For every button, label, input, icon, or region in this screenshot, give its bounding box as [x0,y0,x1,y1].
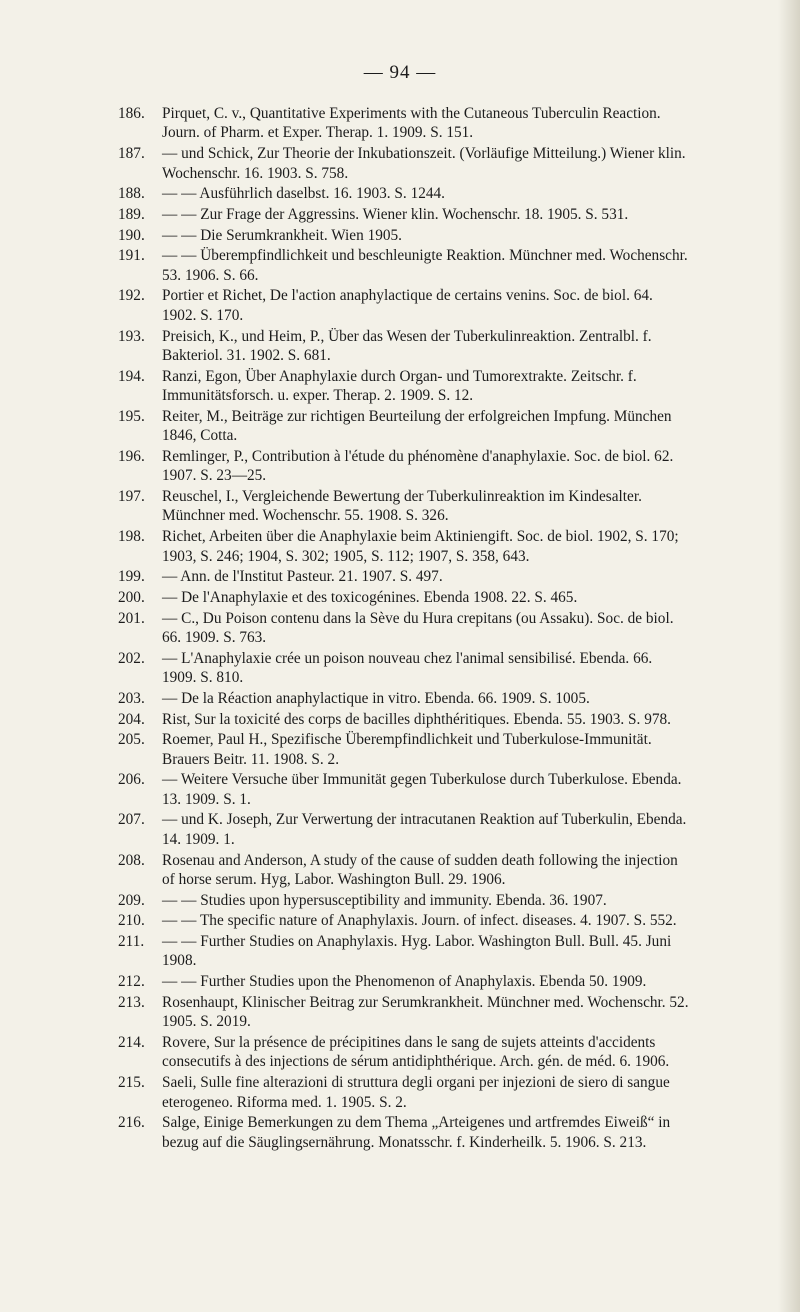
reference-number: 203. [118,689,145,707]
reference-item [118,891,690,910]
reference-number: 198. [118,528,145,546]
reference-number: 209. [118,891,145,909]
reference-item [118,710,690,729]
reference-item [118,730,690,769]
reference-text: Salge, Einige Bemerkungen zu dem Thema „Arteigenes und artfremdes Eiweiß“ in bezug auf die Säuglingsernährung. Monatsschr. f. Kinderheilk. 5. 1906. S. 213. [162,1114,671,1151]
reference-number: 194. [118,367,145,385]
reference-text: Ranzi, Egon, Über Anaphylaxie durch Organ- und Tumorextrakte. Zeitschr. f. Immunitätsforsch. u. exper. Therap. 2. 1909. S. 12. [162,367,637,405]
reference-item [118,327,690,366]
reference-text: — — The specific nature of Anaphylaxis. Journ. of infect. diseases. 4. 1907. S. 552. [162,912,677,930]
reference-item [118,104,690,143]
reference-text: — C., Du Poison contenu dans la Sève du Hura crepitans (ou Assaku). Soc. de biol. 66. 1909. S. 763. [162,609,674,647]
reference-number: 196. [118,447,145,465]
reference-text: — De l'Anaphylaxie et des toxicogénines. Ebenda 1908. 22. S. 465. [162,588,578,606]
reference-text: Pirquet, C. v., Quantitative Experiments with the Cutaneous Tuberculin Reaction. Journ. of Pharm. et Exper. Therap. 1. 1909. S. 151. [162,105,661,142]
reference-item [118,609,690,648]
reference-item [118,911,690,930]
reference-number: 188. [118,185,145,203]
reference-item [118,367,690,406]
reference-number: 191. [118,247,145,265]
reference-item [118,407,690,446]
reference-number: 211. [118,933,145,951]
reference-number: 186. [118,105,145,122]
reference-item [118,487,690,526]
reference-item [118,770,690,809]
reference-text: — — Die Serumkrankheit. Wien 1905. [162,226,402,244]
reference-text: Rosenhaupt, Klinischer Beitrag zur Serumkrankheit. Münchner med. Wochenschr. 52. 1905. S. 2019. [162,993,689,1031]
reference-text: Rist, Sur la toxicité des corps de bacilles diphthéritiques. Ebenda. 55. 1903. S. 978. [162,710,671,728]
reference-item [118,851,690,890]
reference-item [118,972,690,991]
reference-number: 192. [118,287,145,305]
reference-number: 214. [118,1034,145,1051]
reference-number: 189. [118,205,145,223]
reference-text: — L'Anaphylaxie crée un poison nouveau chez l'animal sensibilisé. Ebenda. 66. 1909. S. 810. [162,649,653,687]
reference-item [118,527,690,566]
reference-item [118,226,690,245]
reference-item [118,246,690,285]
reference-text: Roemer, Paul H., Spezifische Überempfindlichkeit und Tuberkulose-Immunität. Brauers Beitr. 11. 1908. S. 2. [162,731,652,768]
reference-text: — und Schick, Zur Theorie der Inkubationszeit. (Vorläufige Mitteilung.) Wiener klin. Wochenschr. 16. 1903. S. 758. [162,145,686,182]
reference-number: 201. [118,609,145,627]
reference-item [118,184,690,203]
reference-number: 202. [118,649,145,667]
reference-number: 210. [118,912,145,930]
reference-number: 208. [118,851,145,869]
reference-text: Richet, Arbeiten über die Anaphylaxie beim Aktiniengift. Soc. de biol. 1902, S. 170; 1903, S. 246; 1904, S. 302; 1905, S. 112; 1907, S. 358, 643. [162,528,679,565]
reference-item [118,447,690,486]
reference-item [118,1073,690,1112]
reference-list [118,104,690,1153]
reference-item [118,810,690,849]
reference-item [118,286,690,325]
reference-item [118,1033,690,1072]
reference-number: 190. [118,226,145,244]
reference-item [118,1113,690,1152]
reference-number: 212. [118,973,145,991]
reference-number: 206. [118,771,145,789]
reference-number: 205. [118,731,145,749]
reference-text: Rovere, Sur la présence de précipitines dans le sang de sujets atteints d'accidents consecutifs à des injections de sérum antidiphthérique. Arch. gén. de méd. 6. 1906. [162,1034,670,1071]
reference-number: 197. [118,487,145,505]
reference-item [118,649,690,688]
reference-text: Rosenau and Anderson, A study of the cause of sudden death following the injection of horse serum. Hyg, Labor. Washington Bull. 29. 1906. [162,851,678,888]
reference-text: Saeli, Sulle fine alterazioni di struttura degli organi per injezioni de siero di sangue eterogeneo. Riforma med. 1. 1905. S. 2. [162,1074,670,1111]
reference-text: — Weitere Versuche über Immunität gegen Tuberkulose durch Tuberkulose. Ebenda. 13. 1909. S. 1. [162,771,682,808]
reference-text: — — Studies upon hypersusceptibility and immunity. Ebenda. 36. 1907. [162,891,607,909]
reference-number: 213. [118,993,145,1011]
reference-text: — — Zur Frage der Aggressins. Wiener klin. Wochenschr. 18. 1905. S. 531. [162,205,629,223]
reference-item [118,205,690,224]
reference-number: 216. [118,1114,145,1132]
reference-text: — Ann. de l'Institut Pasteur. 21. 1907. S. 497. [162,568,443,586]
reference-item [118,144,690,183]
reference-item [118,588,690,607]
reference-number: 195. [118,407,145,425]
reference-item [118,567,690,586]
reference-number: 199. [118,568,145,586]
reference-item [118,689,690,708]
reference-number: 187. [118,145,145,163]
reference-item [118,993,690,1032]
page-number: — 94 — [363,62,437,83]
reference-text: Remlinger, P., Contribution à l'étude du phénomène d'anaphylaxie. Soc. de biol. 62. 1907. S. 23—25. [162,447,674,485]
page-edge-shadow [778,0,800,1312]
reference-number: 200. [118,588,145,606]
reference-text: Preisich, K., und Heim, P., Über das Wesen der Tuberkulinreaktion. Zentralbl. f. Bakteriol. 31. 1902. S. 681. [162,327,652,364]
reference-text: — und K. Joseph, Zur Verwertung der intracutanen Reaktion auf Tuberkulin, Ebenda. 14. 1909. 1. [162,811,687,848]
reference-number: 204. [118,710,145,728]
reference-number: 193. [118,327,145,345]
reference-number: 215. [118,1074,145,1092]
reference-text: Portier et Richet, De l'action anaphylactique de certains venins. Soc. de biol. 64. 1902. S. 170. [162,287,653,324]
reference-item [118,932,690,971]
reference-text: Reuschel, I., Vergleichende Bewertung der Tuberkulinreaktion im Kindesalter. Münchner med. Wochenschr. 55. 1908. S. 326. [162,487,642,525]
reference-text: — — Überempfindlichkeit und beschleunigte Reaktion. Münchner med. Wochenschr. 53. 1906. S. 66. [162,247,688,284]
reference-text: — — Further Studies on Anaphylaxis. Hyg. Labor. Washington Bull. Bull. 45. Juni 1908. [162,933,672,970]
reference-text: Reiter, M., Beiträge zur richtigen Beurteilung der erfolgreichen Impfung. München 1846, Cotta. [162,407,672,445]
reference-text: — — Ausführlich daselbst. 16. 1903. S. 1244. [162,185,445,203]
reference-text: — — Further Studies upon the Phenomenon of Anaphylaxis. Ebenda 50. 1909. [162,973,647,991]
reference-number: 207. [118,811,145,829]
reference-text: — De la Réaction anaphylactique in vitro. Ebenda. 66. 1909. S. 1005. [162,689,590,707]
